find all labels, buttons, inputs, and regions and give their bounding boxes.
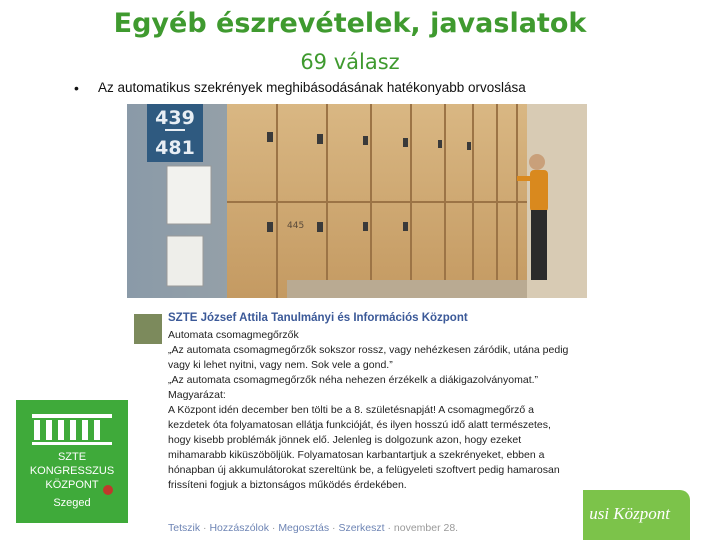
bullet-text: Az automatikus szekrények meghibásodásának hatékonyabb orvoslása — [98, 80, 526, 95]
post-line: Magyarázat: — [168, 389, 226, 401]
like-link[interactable]: Tetszik — [168, 522, 201, 534]
post-timestamp[interactable]: november 28. — [393, 522, 459, 534]
slide-subtitle: 69 válasz — [300, 50, 400, 74]
logo-red-dot-icon — [103, 485, 113, 495]
locker-number-label: 445 — [287, 221, 305, 231]
post-line: hogy kisebb problémák jönnek elő. Jelenleg is dolgozunk azon, hogy ezeket — [168, 434, 522, 446]
banner-text: usi Központ — [589, 504, 670, 523]
slide-title: Egyéb észrevételek, javaslatok — [113, 8, 587, 39]
logo-line-4: Szeged — [53, 497, 91, 509]
szte-kongresszus-logo — [16, 400, 129, 523]
post-line: „Az automata csomagmegőrzők sokszor rossz, vagy nehézkesen záródik, utána pedig — [168, 344, 569, 356]
edit-link[interactable]: Szerkeszt — [338, 522, 385, 534]
post-actions: Tetszik · Hozzászólok · Megosztás · Szerkeszt · november 28. — [168, 522, 459, 534]
post-line: vagy ki lehet nyitni, vagy nem. Sok vele a gond.” — [168, 359, 393, 371]
page-name-link[interactable]: SZTE József Attila Tanulmányi és Információs Központ — [168, 312, 468, 324]
post-line: frissíteni fogjuk a biztonságos működés érdekében. — [168, 479, 407, 491]
post-body — [168, 328, 578, 493]
post-line: hónapban új akkumulátorokat szereltünk be, a felügyeleti szoftvert pedig hamarosan — [168, 464, 560, 476]
logo-line-1: SZTE — [57, 451, 87, 463]
bullet-icon: • — [74, 80, 79, 96]
logo-line-2: KONGRESSZUS — [29, 465, 115, 477]
sign-bottom-number: 481 — [155, 137, 195, 159]
post-line: kezdetek óta folyamatosan ellátja funkcióját, és ilyen hosszú idő alatt természetes, — [168, 419, 551, 431]
post-line: mihamarabb kiküszöböljük. Folyamatosan karbantartjuk a szekrényeket, ebben a — [168, 449, 545, 461]
share-link[interactable]: Megosztás — [278, 522, 330, 534]
post-line: Automata csomagmegőrzők — [168, 329, 299, 341]
sign-top-number: 439 — [155, 107, 195, 129]
facebook-post — [128, 300, 583, 540]
locker-photo — [127, 104, 587, 298]
page-avatar[interactable] — [134, 314, 162, 344]
post-line: „Az automata csomagmegőrzők néha nehezen érzékelk a diákigazolványomat.” — [168, 374, 539, 386]
comment-link[interactable]: Hozzászólok — [209, 522, 269, 534]
post-line: A Központ idén december ben tölti be a 8. születésnapját! A csomagmegőrző a — [168, 404, 534, 416]
logo-line-3: KÖZPONT — [45, 479, 99, 491]
